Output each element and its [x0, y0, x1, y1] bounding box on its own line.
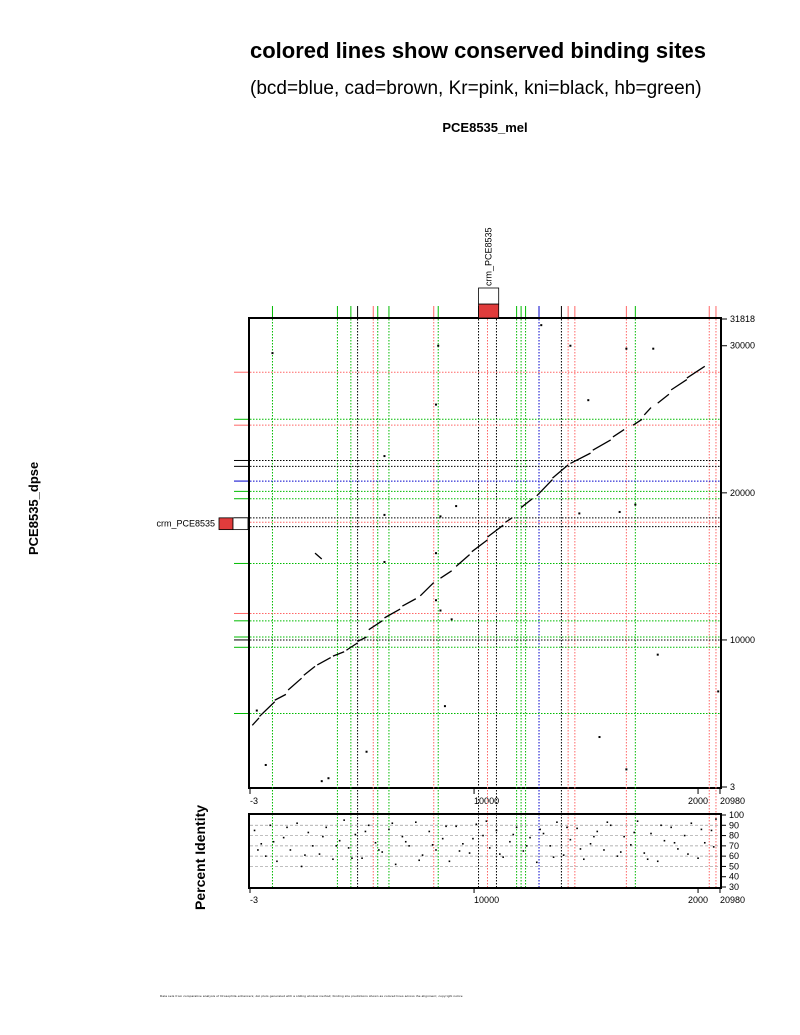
identity-point — [290, 849, 292, 851]
identity-point — [381, 851, 383, 853]
identity-point — [637, 820, 639, 822]
y-tick-label: 30000 — [730, 340, 756, 351]
alignment-segment — [420, 583, 433, 596]
identity-y-tick-label: 80 — [729, 830, 740, 841]
x-tick-label: 10000 — [474, 796, 500, 806]
scatter-point — [435, 599, 437, 601]
identity-point — [475, 823, 477, 825]
scatter-point — [444, 705, 446, 707]
identity-point — [713, 846, 715, 848]
alignment-segment — [687, 366, 705, 378]
identity-point — [502, 856, 504, 858]
identity-point — [260, 843, 262, 845]
identity-x-tick-label: -3 — [250, 895, 259, 905]
identity-y-tick-label: 100 — [729, 810, 745, 820]
alignment-segment — [402, 599, 415, 606]
main-axes-ticks — [250, 314, 755, 806]
alignment-segment — [358, 637, 367, 641]
identity-y-tick-label: 70 — [729, 840, 740, 851]
y-tick-label: 20000 — [730, 487, 756, 498]
x-tick-label: 20980 — [720, 796, 746, 806]
scatter-point — [439, 515, 441, 517]
identity-point — [415, 821, 417, 823]
identity-point — [343, 819, 345, 821]
identity-point — [265, 855, 267, 857]
identity-point — [283, 837, 285, 839]
identity-point — [449, 860, 451, 862]
scatter-point — [569, 345, 571, 347]
scatter-point — [619, 511, 621, 513]
identity-point — [566, 827, 568, 829]
identity-point — [701, 829, 703, 831]
identity-point — [715, 818, 717, 820]
identity-point — [445, 826, 447, 828]
identity-y-tick-label: 40 — [729, 871, 740, 882]
identity-point — [691, 822, 693, 824]
identity-point — [361, 857, 363, 859]
identity-point — [711, 830, 713, 832]
identity-point — [643, 852, 645, 854]
identity-point — [301, 866, 303, 868]
identity-point — [526, 845, 528, 847]
alignment-segment — [613, 430, 624, 437]
identity-point — [336, 845, 338, 847]
identity-point — [276, 860, 278, 862]
crm-marker-top — [479, 227, 499, 318]
identity-point — [516, 827, 518, 829]
scatter-point — [455, 505, 457, 507]
identity-point — [512, 834, 514, 836]
identity-point — [405, 841, 407, 843]
identity-point — [273, 841, 275, 843]
chart-title: colored lines show conserved binding sites — [250, 38, 706, 63]
identity-point — [539, 829, 541, 831]
identity-point — [402, 836, 404, 838]
identity-point — [543, 833, 545, 835]
identity-point — [576, 828, 578, 830]
x-tick-label: -3 — [250, 796, 259, 806]
scatter-point — [634, 504, 636, 506]
alignment-segment — [317, 658, 330, 665]
identity-point — [684, 835, 686, 837]
scatter-point — [717, 690, 719, 692]
scatter-point — [265, 764, 267, 766]
x-axis-label: PCE8535_mel — [442, 120, 528, 135]
identity-point — [664, 840, 666, 842]
identity-point — [442, 838, 444, 840]
identity-point — [660, 824, 662, 826]
identity-point — [308, 832, 310, 834]
identity-point — [422, 854, 424, 856]
identity-point — [630, 844, 632, 846]
scatter-point — [540, 324, 542, 326]
identity-point — [674, 842, 676, 844]
identity-point — [697, 857, 699, 859]
scatter-point — [587, 399, 589, 401]
identity-point — [319, 853, 321, 855]
identity-y-tick-label: 50 — [729, 861, 740, 872]
alignment-segment — [275, 694, 286, 700]
identity-y-tick-label: 30 — [729, 882, 740, 892]
identity-point — [623, 836, 625, 838]
scatter-point — [435, 552, 437, 554]
scatter-point — [625, 348, 627, 350]
crm-label-left: crm_PCE8535 — [156, 518, 215, 529]
y-tick-label: 10000 — [730, 634, 756, 645]
alignment-segment — [304, 666, 315, 675]
main-plot-frame — [249, 318, 721, 788]
identity-point — [378, 849, 380, 851]
identity-point — [408, 845, 410, 847]
vertical-site-lines — [272, 319, 716, 787]
identity-point — [428, 831, 430, 833]
identity-point — [339, 840, 341, 842]
identity-point — [254, 830, 256, 832]
identity-point — [388, 829, 390, 831]
alignment-segment — [505, 518, 512, 522]
alignment-segment — [521, 499, 532, 508]
scatter-point — [383, 455, 385, 457]
crm-box-left — [219, 518, 233, 530]
identity-point — [418, 859, 420, 861]
alignment-segment — [252, 718, 259, 725]
identity-point — [304, 854, 306, 856]
identity-point — [523, 850, 525, 852]
alignment-segment — [288, 678, 301, 690]
identity-x-tick-label: 20980 — [720, 895, 746, 905]
identity-y-tick-label: 90 — [729, 820, 740, 831]
identity-point — [496, 830, 498, 832]
scatter-point — [598, 736, 600, 738]
identity-point — [610, 824, 612, 826]
x-tick-label: 2000 — [688, 796, 709, 806]
scatter-point — [327, 777, 329, 779]
identity-point — [657, 860, 659, 862]
identity-point — [355, 834, 357, 836]
identity-x-tick-label: 2000 — [688, 895, 709, 905]
scatter-point — [578, 512, 580, 514]
identity-point — [435, 849, 437, 851]
identity-point — [553, 856, 555, 858]
identity-point — [620, 851, 622, 853]
identity-point — [462, 843, 464, 845]
y-axis-label: PCE8535_dpse — [26, 461, 41, 555]
crm-marker-left — [156, 518, 248, 530]
identity-point — [647, 858, 649, 860]
footer-text: Data sets from comparative analysis of Drosophila enhancers; dot plots generated with a sliding window method; binding site predictions shown as colored lines across the alignment; copyright notice — [160, 994, 463, 998]
identity-point — [257, 849, 259, 851]
identity-point — [351, 857, 353, 859]
identity-axes-ticks — [250, 810, 745, 905]
identity-point — [459, 850, 461, 852]
y-tick-label: 3 — [730, 782, 736, 792]
identity-y-tick-label: 60 — [729, 851, 740, 862]
identity-point — [670, 827, 672, 829]
identity-point — [365, 831, 367, 833]
identity-point — [432, 844, 434, 846]
identity-point — [375, 842, 377, 844]
identity-point — [704, 842, 706, 844]
alignment-segment — [593, 440, 611, 450]
alignment-segment — [315, 553, 322, 559]
identity-point — [603, 849, 605, 851]
scatter-point — [435, 404, 437, 406]
identity-point — [469, 852, 471, 854]
alignment-segment — [333, 652, 344, 656]
scatter-point — [383, 561, 385, 563]
identity-point — [455, 826, 457, 828]
crm-label-box-top — [479, 288, 499, 304]
y-tick-label: 31818 — [730, 314, 756, 324]
crm-label-box-left — [233, 518, 248, 530]
identity-point — [368, 824, 370, 826]
scatter-point — [652, 348, 654, 350]
identity-point — [633, 832, 635, 834]
identity-point — [348, 847, 350, 849]
identity-point — [583, 858, 585, 860]
identity-point — [650, 833, 652, 835]
identity-point — [536, 862, 538, 864]
alignment-segment — [633, 419, 642, 425]
crm-box-top — [479, 304, 499, 318]
identity-point — [322, 836, 324, 838]
scatter-point — [451, 618, 453, 620]
identity-point — [580, 848, 582, 850]
identity-point — [607, 821, 609, 823]
identity-grid — [250, 825, 720, 866]
scatter-point — [383, 514, 385, 516]
identity-point — [570, 839, 572, 841]
alignment-segment — [369, 621, 382, 630]
alignment-segment — [472, 540, 488, 552]
alignment-segment — [570, 453, 590, 463]
identity-point — [687, 853, 689, 855]
alignment-segment — [487, 525, 503, 537]
identity-point — [489, 847, 491, 849]
identity-point — [325, 827, 327, 829]
scatter-point — [321, 780, 323, 782]
scatter-point — [657, 654, 659, 656]
scatter-point — [366, 751, 368, 753]
scatter-point — [439, 610, 441, 612]
identity-point — [482, 835, 484, 837]
identity-point — [296, 822, 298, 824]
percent-identity-label: Percent Identity — [192, 804, 208, 910]
identity-point — [509, 841, 511, 843]
identity-point — [556, 821, 558, 823]
alignment-segment — [658, 394, 669, 403]
horizontal-site-lines — [250, 372, 720, 713]
identity-point — [590, 843, 592, 845]
identity-point — [332, 858, 334, 860]
identity-point — [472, 838, 474, 840]
identity-point — [529, 837, 531, 839]
alignment-segment — [644, 408, 651, 415]
left-site-ticks — [234, 372, 248, 713]
alignment-segment — [671, 380, 687, 390]
identity-point — [395, 864, 397, 866]
scatter-point — [256, 710, 258, 712]
alignment-segment — [440, 571, 451, 578]
identity-point — [499, 853, 501, 855]
identity-x-tick-label: 10000 — [474, 895, 500, 905]
identity-point — [269, 824, 271, 826]
alignment-segment — [552, 465, 568, 478]
identity-point — [617, 855, 619, 857]
identity-point — [392, 822, 394, 824]
scatter-point — [625, 768, 627, 770]
identity-point — [677, 848, 679, 850]
chart-subtitle-legend: (bcd=blue, cad=brown, Kr=pink, kni=black, hb=green) — [250, 78, 702, 99]
identity-point — [312, 845, 314, 847]
identity-points — [254, 818, 717, 867]
crm-label-top: crm_PCE8535 — [483, 227, 494, 286]
identity-point — [593, 836, 595, 838]
scatter-point — [437, 345, 439, 347]
scatter-point — [271, 352, 273, 354]
alignment-segment — [346, 643, 357, 650]
identity-point — [549, 845, 551, 847]
identity-point — [286, 827, 288, 829]
identity-point — [486, 820, 488, 822]
alignment-segment — [456, 555, 469, 567]
identity-point — [563, 854, 565, 856]
identity-point — [596, 831, 598, 833]
